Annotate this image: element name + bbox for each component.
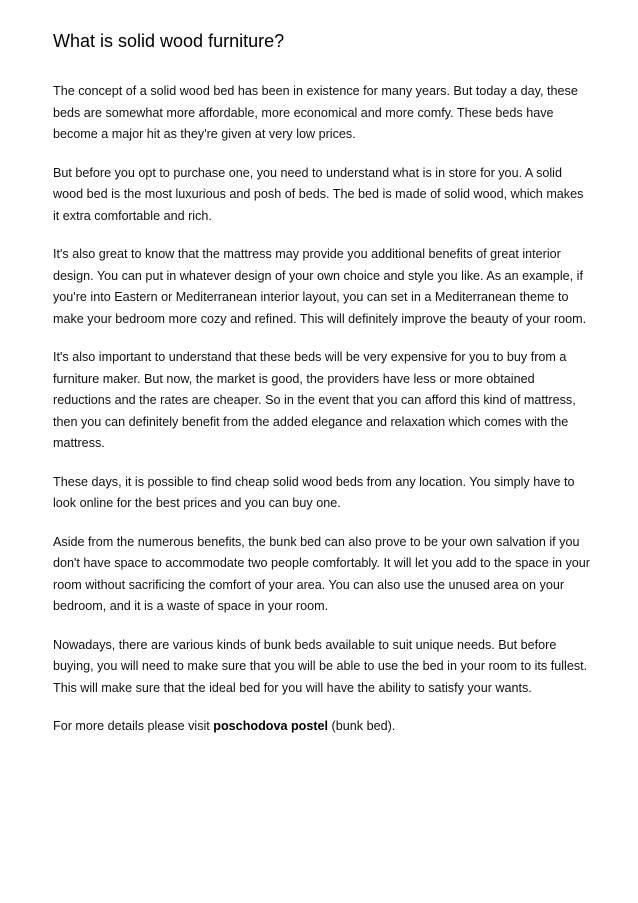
document-page: [53, 28, 593, 755]
footer-prefix: For more details please visit: [53, 719, 214, 733]
paragraph-2: But before you opt to purchase one, you need to understand what is in store for you. A solid wood bed is the most luxurious and posh of beds. The bed is made of solid wood, which makes it extra comfortable and rich.: [53, 165, 584, 223]
paragraph-3: It's also great to know that the mattress may provide you additional benefits of great interior design. You can put in whatever design of your own choice and style you like. As an example, if you're into Eastern or Mediterranean interior layout, you can set in a Mediterranean theme to make your bedroom more cozy and refined. This will definitely improve the beauty of your room.: [53, 247, 587, 326]
footer-paragraph: [53, 716, 593, 738]
paragraph-1: The concept of a solid wood bed has been in existence for many years. But today a day, these beds are somewhat more affordable, more economical and more comfy. These beds have become a major hit as they're given at very low prices.: [53, 84, 578, 141]
paragraph-5: These days, it is possible to find cheap solid wood beds from any location. You simply have to look online for the best prices and you can buy one.: [53, 474, 575, 510]
document-title: What is solid wood furniture?: [53, 31, 285, 51]
paragraph-6: Aside from the numerous benefits, the bunk bed can also prove to be your own salvation if you don't have space to accommodate two people comfortably. It will let you add to the space in your room without sacrificing the comfort of your area. You can also use the unused area on your bedroom, and it is a waste of space in your room.: [53, 534, 591, 613]
footer-suffix: (bunk bed).: [328, 719, 396, 733]
paragraph-4: It's also important to understand that these beds will be very expensive for you to buy from a furniture maker. But now, the market is good, the providers have less or more obtained reductions and the rates are cheaper. So in the event that you can afford this kind of mattress, then you can definitely benefit from the added elegance and relaxation which comes with the mattress.: [53, 350, 576, 450]
paragraph-7: Nowadays, there are various kinds of bunk beds available to suit unique needs. But before buying, you will need to make sure that you will be able to use the bed in your room to its fullest. This will make sure that the ideal bed for you will have the ability to satisfy your wants.: [53, 637, 588, 695]
poschodova-postel-link[interactable]: poschodova postel: [213, 719, 329, 733]
